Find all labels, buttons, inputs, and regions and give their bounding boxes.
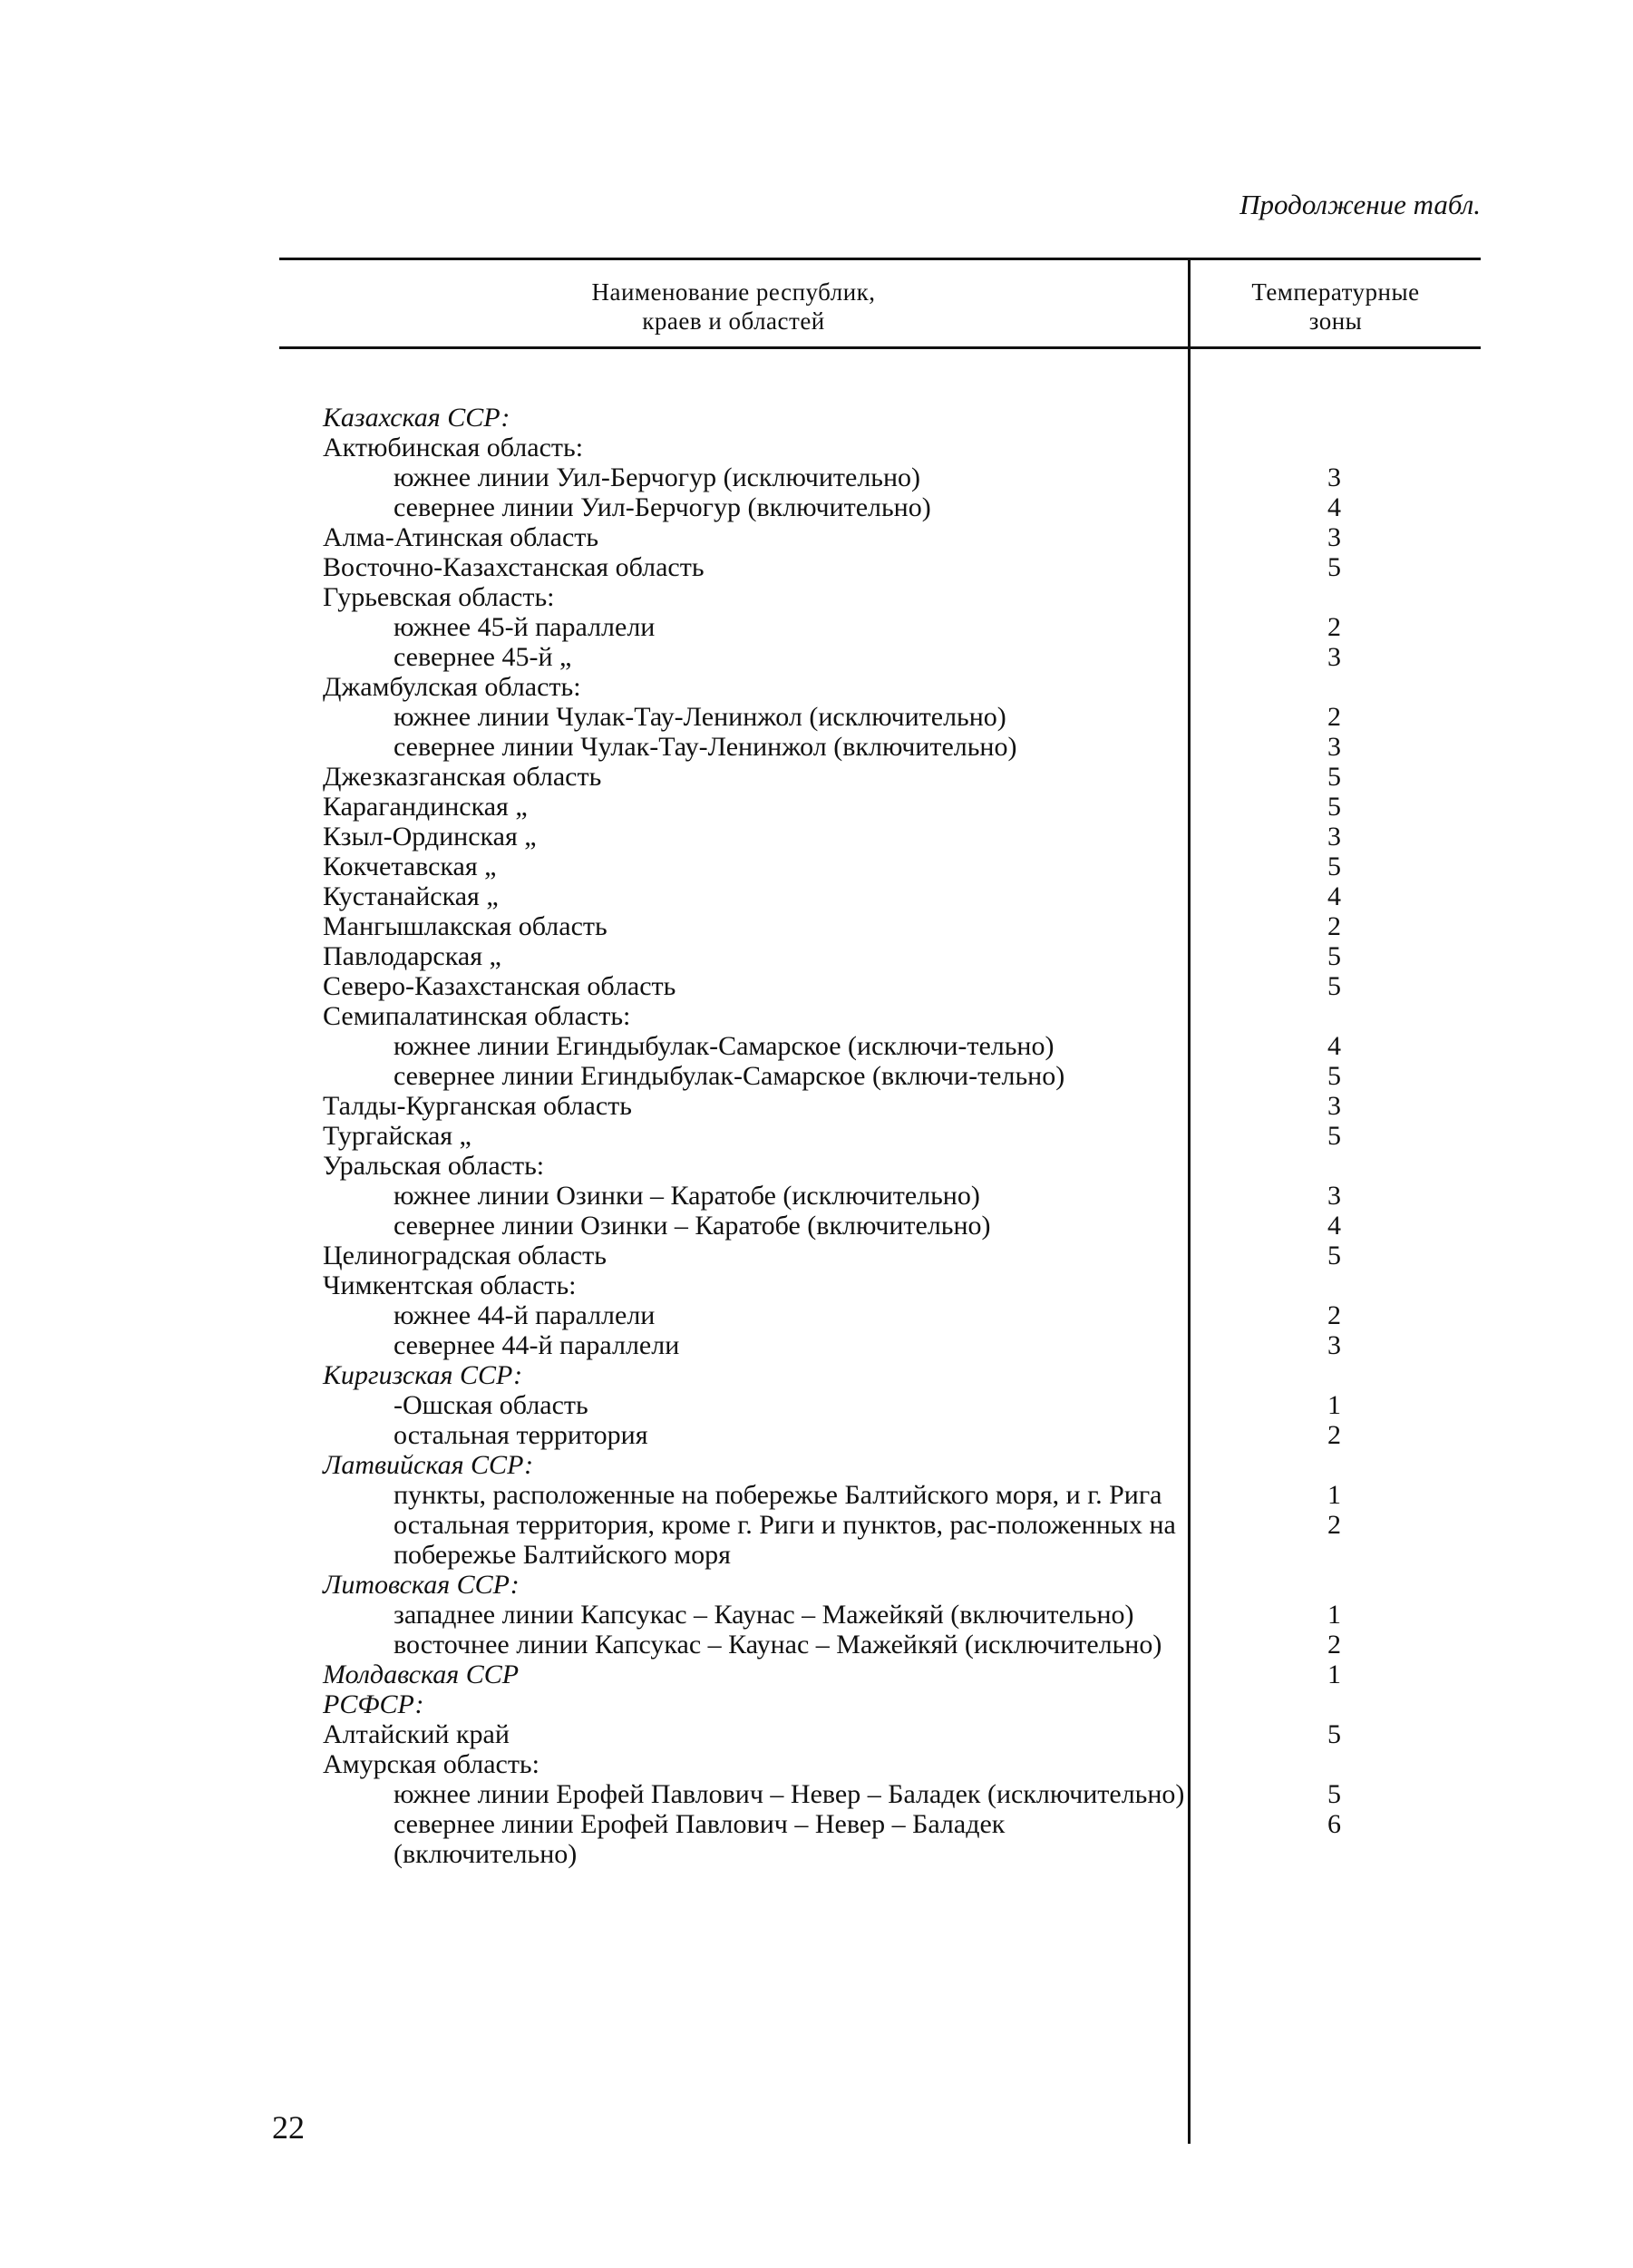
temperature-zone: 3 — [1327, 642, 1341, 672]
temperature-zone: 2 — [1327, 1510, 1341, 1540]
temperature-zone: 3 — [1327, 462, 1341, 492]
table-row — [323, 1360, 1481, 1390]
table-row — [323, 822, 1481, 852]
region-name: Джезказганская область — [323, 762, 602, 792]
table-row — [323, 911, 1481, 941]
region-name: южнее линии Озинки – Каратобе (исключительно) — [394, 1181, 980, 1211]
table-header-rule — [279, 346, 1481, 349]
table-row — [323, 1809, 1481, 1869]
region-name: Северо-Казахстанская область — [323, 971, 676, 1001]
table-row — [323, 1270, 1481, 1300]
region-name: Семипалатинская область: — [323, 1001, 631, 1031]
region-name: севернее линии Егиндыбулак-Самарское (включи-тельно) — [394, 1061, 1065, 1091]
page-number: 22 — [272, 2109, 305, 2146]
table-row — [323, 1510, 1481, 1570]
region-name: РСФСР: — [323, 1689, 424, 1719]
table-row — [323, 1001, 1481, 1031]
temperature-zone: 5 — [1327, 762, 1341, 792]
temperature-zone: 3 — [1327, 1330, 1341, 1360]
table-row — [323, 1211, 1481, 1241]
table-row — [323, 1480, 1481, 1510]
table-row — [323, 1390, 1481, 1420]
temperature-zone: 2 — [1327, 702, 1341, 732]
temperature-zone: 5 — [1327, 852, 1341, 881]
table-row — [323, 1570, 1481, 1600]
temperature-zone: 5 — [1327, 1779, 1341, 1809]
region-name: Алма-Атинская область — [323, 522, 599, 552]
region-name: южнее линии Ерофей Павлович – Невер – Баладек (исключительно) — [394, 1779, 1185, 1809]
table-row — [323, 732, 1481, 762]
table-row — [323, 1061, 1481, 1091]
table-row — [323, 1660, 1481, 1689]
zones-table — [279, 258, 1481, 2144]
table-row — [323, 582, 1481, 612]
region-name: севернее линии Озинки – Каратобе (включительно) — [394, 1211, 991, 1241]
table-row — [323, 1779, 1481, 1809]
region-name: южнее линии Уил-Берчогур (исключительно) — [394, 462, 921, 492]
table-row — [323, 1330, 1481, 1360]
region-name: Кокчетавская „ — [323, 852, 497, 881]
table-row — [323, 941, 1481, 971]
region-name: севернее 45-й „ — [394, 642, 572, 672]
region-name: Чимкентская область: — [323, 1270, 577, 1300]
table-row — [323, 1600, 1481, 1630]
temperature-zone: 5 — [1327, 1121, 1341, 1151]
region-name: Латвийская ССР: — [323, 1450, 534, 1480]
table-row — [323, 1630, 1481, 1660]
region-name: Карагандинская „ — [323, 792, 528, 822]
table-row — [323, 552, 1481, 582]
continuation-label: Продолжение табл. — [1239, 189, 1481, 220]
table-row — [323, 462, 1481, 492]
region-name: Молдавская ССР — [323, 1660, 520, 1689]
temperature-zone: 1 — [1327, 1660, 1341, 1689]
region-name: севернее 44-й параллели — [394, 1330, 680, 1360]
table-row — [323, 1450, 1481, 1480]
region-name: Литовская ССР: — [323, 1570, 520, 1600]
region-name: Восточно-Казахстанская область — [323, 552, 705, 582]
temperature-zone: 4 — [1327, 492, 1341, 522]
region-name: западнее линии Капсукас – Каунас – Мажейкяй (включительно) — [394, 1600, 1134, 1630]
table-row — [323, 1420, 1481, 1450]
table-row — [323, 1300, 1481, 1330]
region-name: Мангышлакская область — [323, 911, 608, 941]
region-name: южнее линии Егиндыбулак-Самарское (исключи-тельно) — [394, 1031, 1055, 1061]
table-row — [323, 612, 1481, 642]
temperature-zone: 2 — [1327, 911, 1341, 941]
table-row — [323, 433, 1481, 462]
table-row — [323, 762, 1481, 792]
temperature-zone: 1 — [1327, 1480, 1341, 1510]
temperature-zone: 4 — [1327, 1031, 1341, 1061]
region-name: восточнее линии Капсукас – Каунас – Мажейкяй (исключительно) — [394, 1630, 1162, 1660]
region-name: севернее линии Уил-Берчогур (включительно) — [394, 492, 931, 522]
region-name: Актюбинская область: — [323, 433, 584, 462]
table-row — [323, 492, 1481, 522]
temperature-zone: 5 — [1327, 1061, 1341, 1091]
temperature-zone: 5 — [1327, 552, 1341, 582]
region-name: севернее линии Ерофей Павлович – Невер – Баладек (включительно) — [394, 1809, 1006, 1869]
temperature-zone: 4 — [1327, 881, 1341, 911]
table-row — [323, 1749, 1481, 1779]
region-name: южнее 45-й параллели — [394, 612, 656, 642]
temperature-zone: 2 — [1327, 1630, 1341, 1660]
temperature-zone: 4 — [1327, 1211, 1341, 1241]
temperature-zone: 5 — [1327, 1241, 1341, 1270]
region-name: Кзыл-Ординская „ — [323, 822, 537, 852]
table-top-rule — [279, 258, 1481, 260]
region-name: южнее линии Чулак-Тау-Ленинжол (исключительно) — [394, 702, 1006, 732]
region-name: Алтайский край — [323, 1719, 510, 1749]
temperature-zone: 1 — [1327, 1390, 1341, 1420]
table-row — [323, 1689, 1481, 1719]
temperature-zone: 2 — [1327, 1300, 1341, 1330]
region-name: Тургайская „ — [323, 1121, 471, 1151]
table-row — [323, 1241, 1481, 1270]
region-name: Павлодарская „ — [323, 941, 501, 971]
column-header-name: Наименование республик, краев и областей — [591, 278, 876, 335]
region-name: Уральская область: — [323, 1151, 545, 1181]
table-row — [323, 1091, 1481, 1121]
region-name: Киргизская ССР: — [323, 1360, 523, 1390]
region-name: остальная территория, кроме г. Риги и пунктов, рас-положенных на побережье Балтийского моря — [394, 1510, 1176, 1570]
temperature-zone: 3 — [1327, 1181, 1341, 1211]
temperature-zone: 6 — [1327, 1809, 1341, 1839]
table-row — [323, 522, 1481, 552]
temperature-zone: 5 — [1327, 792, 1341, 822]
temperature-zone: 3 — [1327, 1091, 1341, 1121]
table-row — [323, 971, 1481, 1001]
region-name: -Ошская область — [394, 1390, 588, 1420]
table-row — [323, 1151, 1481, 1181]
table-row — [323, 702, 1481, 732]
temperature-zone: 3 — [1327, 732, 1341, 762]
temperature-zone: 3 — [1327, 522, 1341, 552]
table-row — [323, 881, 1481, 911]
table-row — [323, 642, 1481, 672]
temperature-zone: 5 — [1327, 1719, 1341, 1749]
table-row — [323, 1121, 1481, 1151]
region-name: севернее линии Чулак-Тау-Ленинжол (включительно) — [394, 732, 1017, 762]
temperature-zone: 5 — [1327, 971, 1341, 1001]
temperature-zone: 5 — [1327, 941, 1341, 971]
region-name: пункты, расположенные на побережье Балтийского моря, и г. Рига — [394, 1480, 1162, 1510]
table-row — [323, 403, 1481, 433]
table-row — [323, 792, 1481, 822]
region-name: Талды-Курганская область — [323, 1091, 632, 1121]
region-name: Казахская ССР: — [323, 403, 510, 433]
region-name: Джамбулская область: — [323, 672, 581, 702]
table-body — [323, 403, 1481, 1869]
table-row — [323, 1719, 1481, 1749]
table-row — [323, 852, 1481, 881]
temperature-zone: 2 — [1327, 612, 1341, 642]
table-row — [323, 672, 1481, 702]
region-name: Гурьевская область: — [323, 582, 555, 612]
temperature-zone: 2 — [1327, 1420, 1341, 1450]
region-name: южнее 44-й параллели — [394, 1300, 656, 1330]
table-row — [323, 1181, 1481, 1211]
region-name: Кустанайская „ — [323, 881, 499, 911]
region-name: остальная территория — [394, 1420, 648, 1450]
column-header-zone: Температурные зоны — [1251, 278, 1420, 335]
region-name: Целиноградская область — [323, 1241, 607, 1270]
temperature-zone: 3 — [1327, 822, 1341, 852]
temperature-zone: 1 — [1327, 1600, 1341, 1630]
table-row — [323, 1031, 1481, 1061]
region-name: Амурская область: — [323, 1749, 539, 1779]
